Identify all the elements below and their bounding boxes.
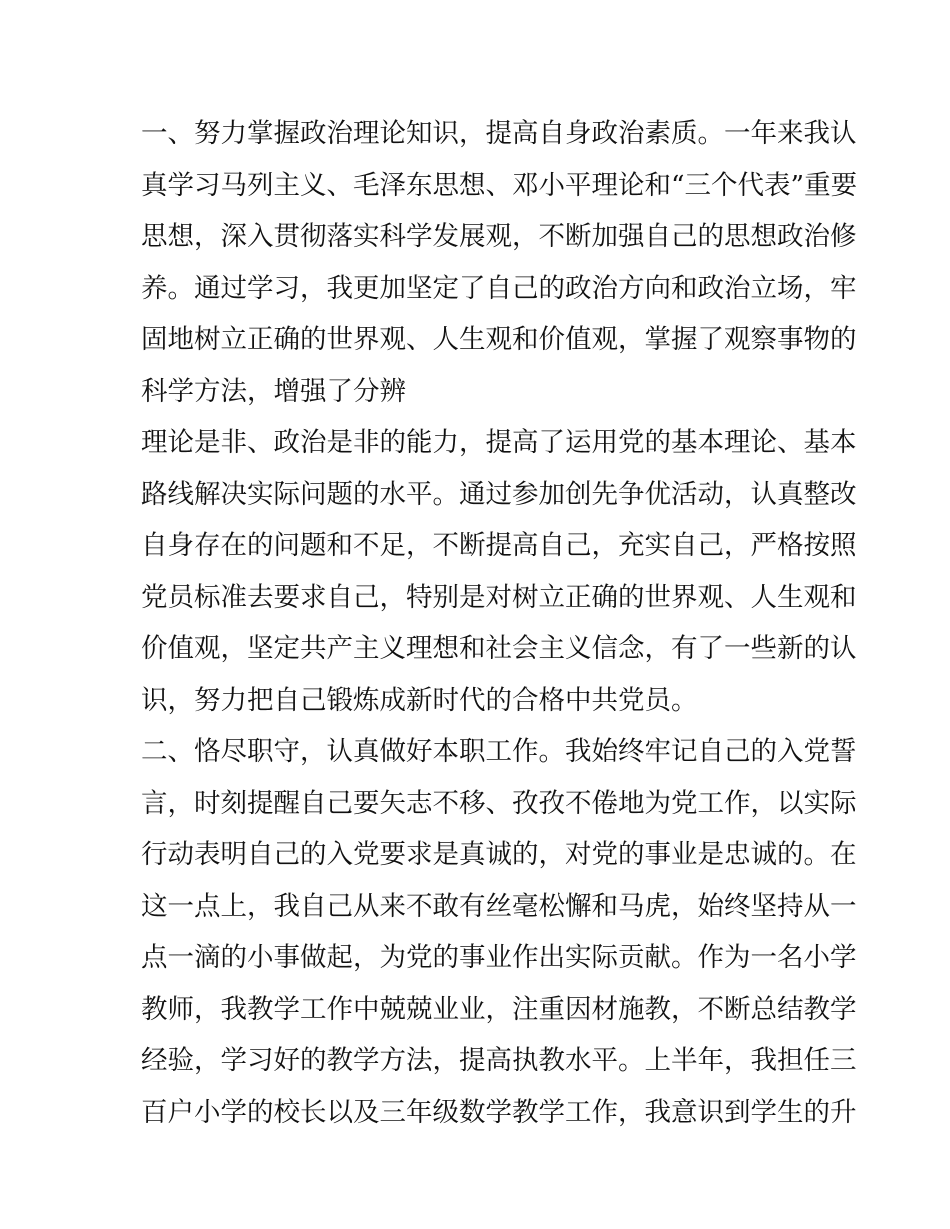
- text-line: 识，努力把自己锻炼成新时代的合格中共党员。: [141, 684, 698, 716]
- text-line: 行动表明自己的入党要求是真诚的，对党的事业是忠诚的。在: [141, 839, 857, 870]
- text-line: 点一滴的小事做起，为党的事业作出实际贡献。作为一名小学: [141, 942, 857, 973]
- text-line: 经验，学习好的教学方法，提高执教水平。上半年，我担任三: [141, 1045, 857, 1076]
- text-line: 养。通过学习，我更加坚定了自己的政治方向和政治立场，牢: [141, 272, 857, 304]
- text-line: 这一点上，我自己从来不敢有丝毫松懈和马虎，始终坚持从一: [141, 890, 857, 922]
- text-line: 二、恪尽职守，认真做好本职工作。我始终牢记自己的入党誓: [141, 736, 857, 767]
- document-body: [141, 108, 858, 1138]
- text-line: 路线解决实际问题的水平。通过参加创先争优活动，认真整改: [141, 478, 857, 510]
- text-line: 百户小学的校长以及三年级数学教学工作，我意识到学生的升: [141, 1096, 857, 1128]
- text-line: 固地树立正确的世界观、人生观和价值观，掌握了观察事物的: [141, 324, 857, 355]
- text-line: 思想，深入贯彻落实科学发展观，不断加强自己的思想政治修: [141, 221, 857, 252]
- text-line: 党员标准去要求自己，特别是对树立正确的世界观、人生观和: [141, 581, 857, 613]
- text-line: 真学习马列主义、毛泽东思想、邓小平理论和“三个代表”重要: [141, 169, 858, 201]
- text-line: 科学方法，增强了分辨: [141, 375, 406, 407]
- text-line: 教师，我教学工作中兢兢业业，注重因材施教，不断总结教学: [141, 993, 857, 1025]
- text-line: 一、努力掌握政治理论知识，提高自身政治素质。一年来我认: [141, 118, 857, 149]
- text-line: 理论是非、政治是非的能力，提高了运用党的基本理论、基本: [141, 427, 857, 458]
- text-line: 言，时刻提醒自己要矢志不移、孜孜不倦地为党工作，以实际: [141, 787, 857, 819]
- text-line: 自身存在的问题和不足，不断提高自己，充实自己，严格按照: [141, 530, 857, 561]
- text-line: 价值观，坚定共产主义理想和社会主义信念，有了一些新的认: [141, 633, 857, 664]
